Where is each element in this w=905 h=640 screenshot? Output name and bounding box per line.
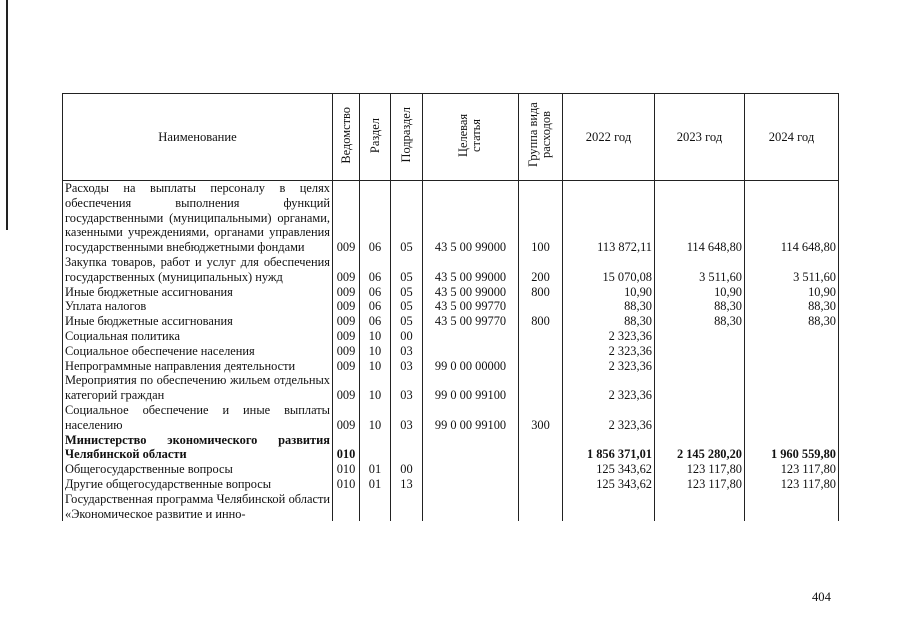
cell-section: 06	[360, 314, 391, 329]
cell-target-article: 43 5 00 99000	[423, 285, 519, 300]
cell-subsection: 05	[391, 181, 423, 255]
header-expense-group-label: Группа вида расходов	[525, 102, 553, 168]
cell-amount-2024	[745, 373, 839, 403]
cell-amount-2022: 125 343,62	[563, 462, 655, 477]
cell-amount-2023: 88,30	[655, 299, 745, 314]
header-name: Наименование	[63, 94, 333, 181]
cell-department	[333, 492, 360, 522]
table-row	[63, 314, 839, 329]
cell-section	[360, 433, 391, 463]
cell-department: 010	[333, 462, 360, 477]
table-row	[63, 329, 839, 344]
table-row	[63, 462, 839, 477]
cell-department: 009	[333, 344, 360, 359]
cell-section: 10	[360, 344, 391, 359]
cell-amount-2024: 10,90	[745, 285, 839, 300]
cell-expense-group	[519, 433, 563, 463]
table-row	[63, 477, 839, 492]
cell-target-article: 99 0 00 99100	[423, 403, 519, 433]
cell-amount-2023	[655, 344, 745, 359]
cell-department: 009	[333, 285, 360, 300]
cell-expense-group	[519, 492, 563, 522]
cell-section: 01	[360, 477, 391, 492]
cell-department: 009	[333, 373, 360, 403]
header-expense-group	[519, 94, 563, 181]
cell-target-article	[423, 329, 519, 344]
cell-amount-2022: 88,30	[563, 314, 655, 329]
cell-subsection	[391, 492, 423, 522]
cell-amount-2022: 2 323,36	[563, 403, 655, 433]
cell-amount-2023: 10,90	[655, 285, 745, 300]
cell-amount-2023	[655, 403, 745, 433]
cell-subsection: 13	[391, 477, 423, 492]
header-year-2022: 2022 год	[563, 94, 655, 181]
cell-expense-group	[519, 344, 563, 359]
cell-amount-2023	[655, 329, 745, 344]
cell-amount-2022: 2 323,36	[563, 344, 655, 359]
cell-name: Общегосударственные вопросы	[63, 462, 333, 477]
header-department-label: Ведомство	[338, 106, 353, 164]
cell-expense-group: 300	[519, 403, 563, 433]
cell-amount-2023	[655, 359, 745, 374]
cell-target-article	[423, 462, 519, 477]
cell-amount-2023: 123 117,80	[655, 477, 745, 492]
cell-name: Социальное обеспечение и иные выплаты населению	[63, 403, 333, 433]
cell-section: 06	[360, 299, 391, 314]
header-target-article-label: Целевая статья	[455, 113, 483, 157]
cell-amount-2022: 125 343,62	[563, 477, 655, 492]
cell-target-article: 43 5 00 99000	[423, 181, 519, 255]
cell-amount-2022: 1 856 371,01	[563, 433, 655, 463]
cell-subsection: 00	[391, 329, 423, 344]
header-department	[333, 94, 360, 181]
cell-amount-2022: 15 070,08	[563, 255, 655, 285]
cell-name: Расходы на выплаты персоналу в целях обеспечения выполнения функций государственными (муниципальными) органами, казенными учреждениями, органами управления государственными внебюджетными фондами	[63, 181, 333, 255]
cell-name: Государственная программа Челябинской области «Экономическое развитие и инно-	[63, 492, 333, 522]
cell-amount-2022: 113 872,11	[563, 181, 655, 255]
cell-amount-2024: 88,30	[745, 299, 839, 314]
cell-subsection: 03	[391, 344, 423, 359]
cell-amount-2024: 123 117,80	[745, 462, 839, 477]
cell-department: 009	[333, 299, 360, 314]
cell-amount-2022: 2 323,36	[563, 329, 655, 344]
cell-expense-group	[519, 462, 563, 477]
cell-amount-2023	[655, 373, 745, 403]
table-row	[63, 373, 839, 403]
cell-amount-2024	[745, 403, 839, 433]
cell-amount-2024: 3 511,60	[745, 255, 839, 285]
cell-department: 009	[333, 255, 360, 285]
cell-amount-2022: 2 323,36	[563, 359, 655, 374]
cell-subsection: 03	[391, 403, 423, 433]
page-number: 404	[812, 590, 831, 604]
cell-name: Мероприятия по обеспечению жильем отдельных категорий граждан	[63, 373, 333, 403]
header-section-label: Раздел	[367, 117, 382, 153]
cell-department: 009	[333, 359, 360, 374]
cell-subsection: 05	[391, 314, 423, 329]
cell-expense-group	[519, 373, 563, 403]
cell-amount-2023: 88,30	[655, 314, 745, 329]
cell-department: 009	[333, 181, 360, 255]
cell-department: 010	[333, 477, 360, 492]
table-row	[63, 255, 839, 285]
cell-target-article: 99 0 00 99100	[423, 373, 519, 403]
cell-section: 06	[360, 255, 391, 285]
table-row	[63, 299, 839, 314]
cell-amount-2022	[563, 492, 655, 522]
cell-target-article	[423, 433, 519, 463]
table-row	[63, 433, 839, 463]
cell-amount-2024: 123 117,80	[745, 477, 839, 492]
header-year-2023: 2023 год	[655, 94, 745, 181]
cell-target-article	[423, 492, 519, 522]
cell-name: Социальная политика	[63, 329, 333, 344]
cell-section: 06	[360, 181, 391, 255]
cell-amount-2024: 88,30	[745, 314, 839, 329]
cell-expense-group: 800	[519, 314, 563, 329]
cell-name: Уплата налогов	[63, 299, 333, 314]
cell-amount-2022: 88,30	[563, 299, 655, 314]
left-margin-line	[6, 0, 8, 230]
cell-amount-2024: 114 648,80	[745, 181, 839, 255]
header-target-article	[423, 94, 519, 181]
cell-name: Другие общегосударственные вопросы	[63, 477, 333, 492]
cell-subsection	[391, 433, 423, 463]
cell-section: 10	[360, 359, 391, 374]
cell-amount-2024	[745, 492, 839, 522]
cell-name: Министерство экономического развития Челябинской области	[63, 433, 333, 463]
cell-expense-group	[519, 299, 563, 314]
budget-table	[62, 93, 839, 521]
cell-subsection: 05	[391, 255, 423, 285]
cell-subsection: 00	[391, 462, 423, 477]
cell-expense-group	[519, 329, 563, 344]
cell-subsection: 05	[391, 285, 423, 300]
cell-department: 009	[333, 314, 360, 329]
table-row	[63, 181, 839, 255]
header-subsection	[391, 94, 423, 181]
cell-name: Иные бюджетные ассигнования	[63, 314, 333, 329]
cell-amount-2024	[745, 359, 839, 374]
cell-section	[360, 492, 391, 522]
cell-name: Иные бюджетные ассигнования	[63, 285, 333, 300]
cell-department: 009	[333, 329, 360, 344]
table-body	[63, 181, 839, 522]
header-section	[360, 94, 391, 181]
table-row	[63, 492, 839, 522]
cell-amount-2023	[655, 492, 745, 522]
cell-amount-2023: 2 145 280,20	[655, 433, 745, 463]
cell-section: 10	[360, 403, 391, 433]
table-row	[63, 285, 839, 300]
cell-department: 009	[333, 403, 360, 433]
cell-amount-2022: 10,90	[563, 285, 655, 300]
cell-target-article: 43 5 00 99000	[423, 255, 519, 285]
cell-name: Непрограммные направления деятельности	[63, 359, 333, 374]
cell-section: 10	[360, 373, 391, 403]
cell-target-article: 43 5 00 99770	[423, 299, 519, 314]
cell-amount-2023: 114 648,80	[655, 181, 745, 255]
cell-expense-group: 200	[519, 255, 563, 285]
cell-department: 010	[333, 433, 360, 463]
cell-expense-group: 100	[519, 181, 563, 255]
cell-amount-2023: 123 117,80	[655, 462, 745, 477]
cell-amount-2022: 2 323,36	[563, 373, 655, 403]
cell-section: 06	[360, 285, 391, 300]
header-subsection-label: Подраздел	[399, 107, 413, 163]
cell-subsection: 05	[391, 299, 423, 314]
cell-expense-group: 800	[519, 285, 563, 300]
cell-target-article: 43 5 00 99770	[423, 314, 519, 329]
cell-section: 10	[360, 329, 391, 344]
header-year-2024: 2024 год	[745, 94, 839, 181]
cell-expense-group	[519, 359, 563, 374]
cell-subsection: 03	[391, 359, 423, 374]
table-header	[63, 94, 839, 181]
cell-amount-2024	[745, 344, 839, 359]
table-row	[63, 359, 839, 374]
table-row	[63, 344, 839, 359]
cell-amount-2023: 3 511,60	[655, 255, 745, 285]
cell-target-article	[423, 344, 519, 359]
cell-target-article	[423, 477, 519, 492]
table-row	[63, 403, 839, 433]
cell-name: Социальное обеспечение населения	[63, 344, 333, 359]
cell-section: 01	[360, 462, 391, 477]
cell-subsection: 03	[391, 373, 423, 403]
cell-name: Закупка товаров, работ и услуг для обеспечения государственных (муниципальных) нужд	[63, 255, 333, 285]
cell-amount-2024	[745, 329, 839, 344]
cell-amount-2024: 1 960 559,80	[745, 433, 839, 463]
cell-target-article: 99 0 00 00000	[423, 359, 519, 374]
cell-expense-group	[519, 477, 563, 492]
